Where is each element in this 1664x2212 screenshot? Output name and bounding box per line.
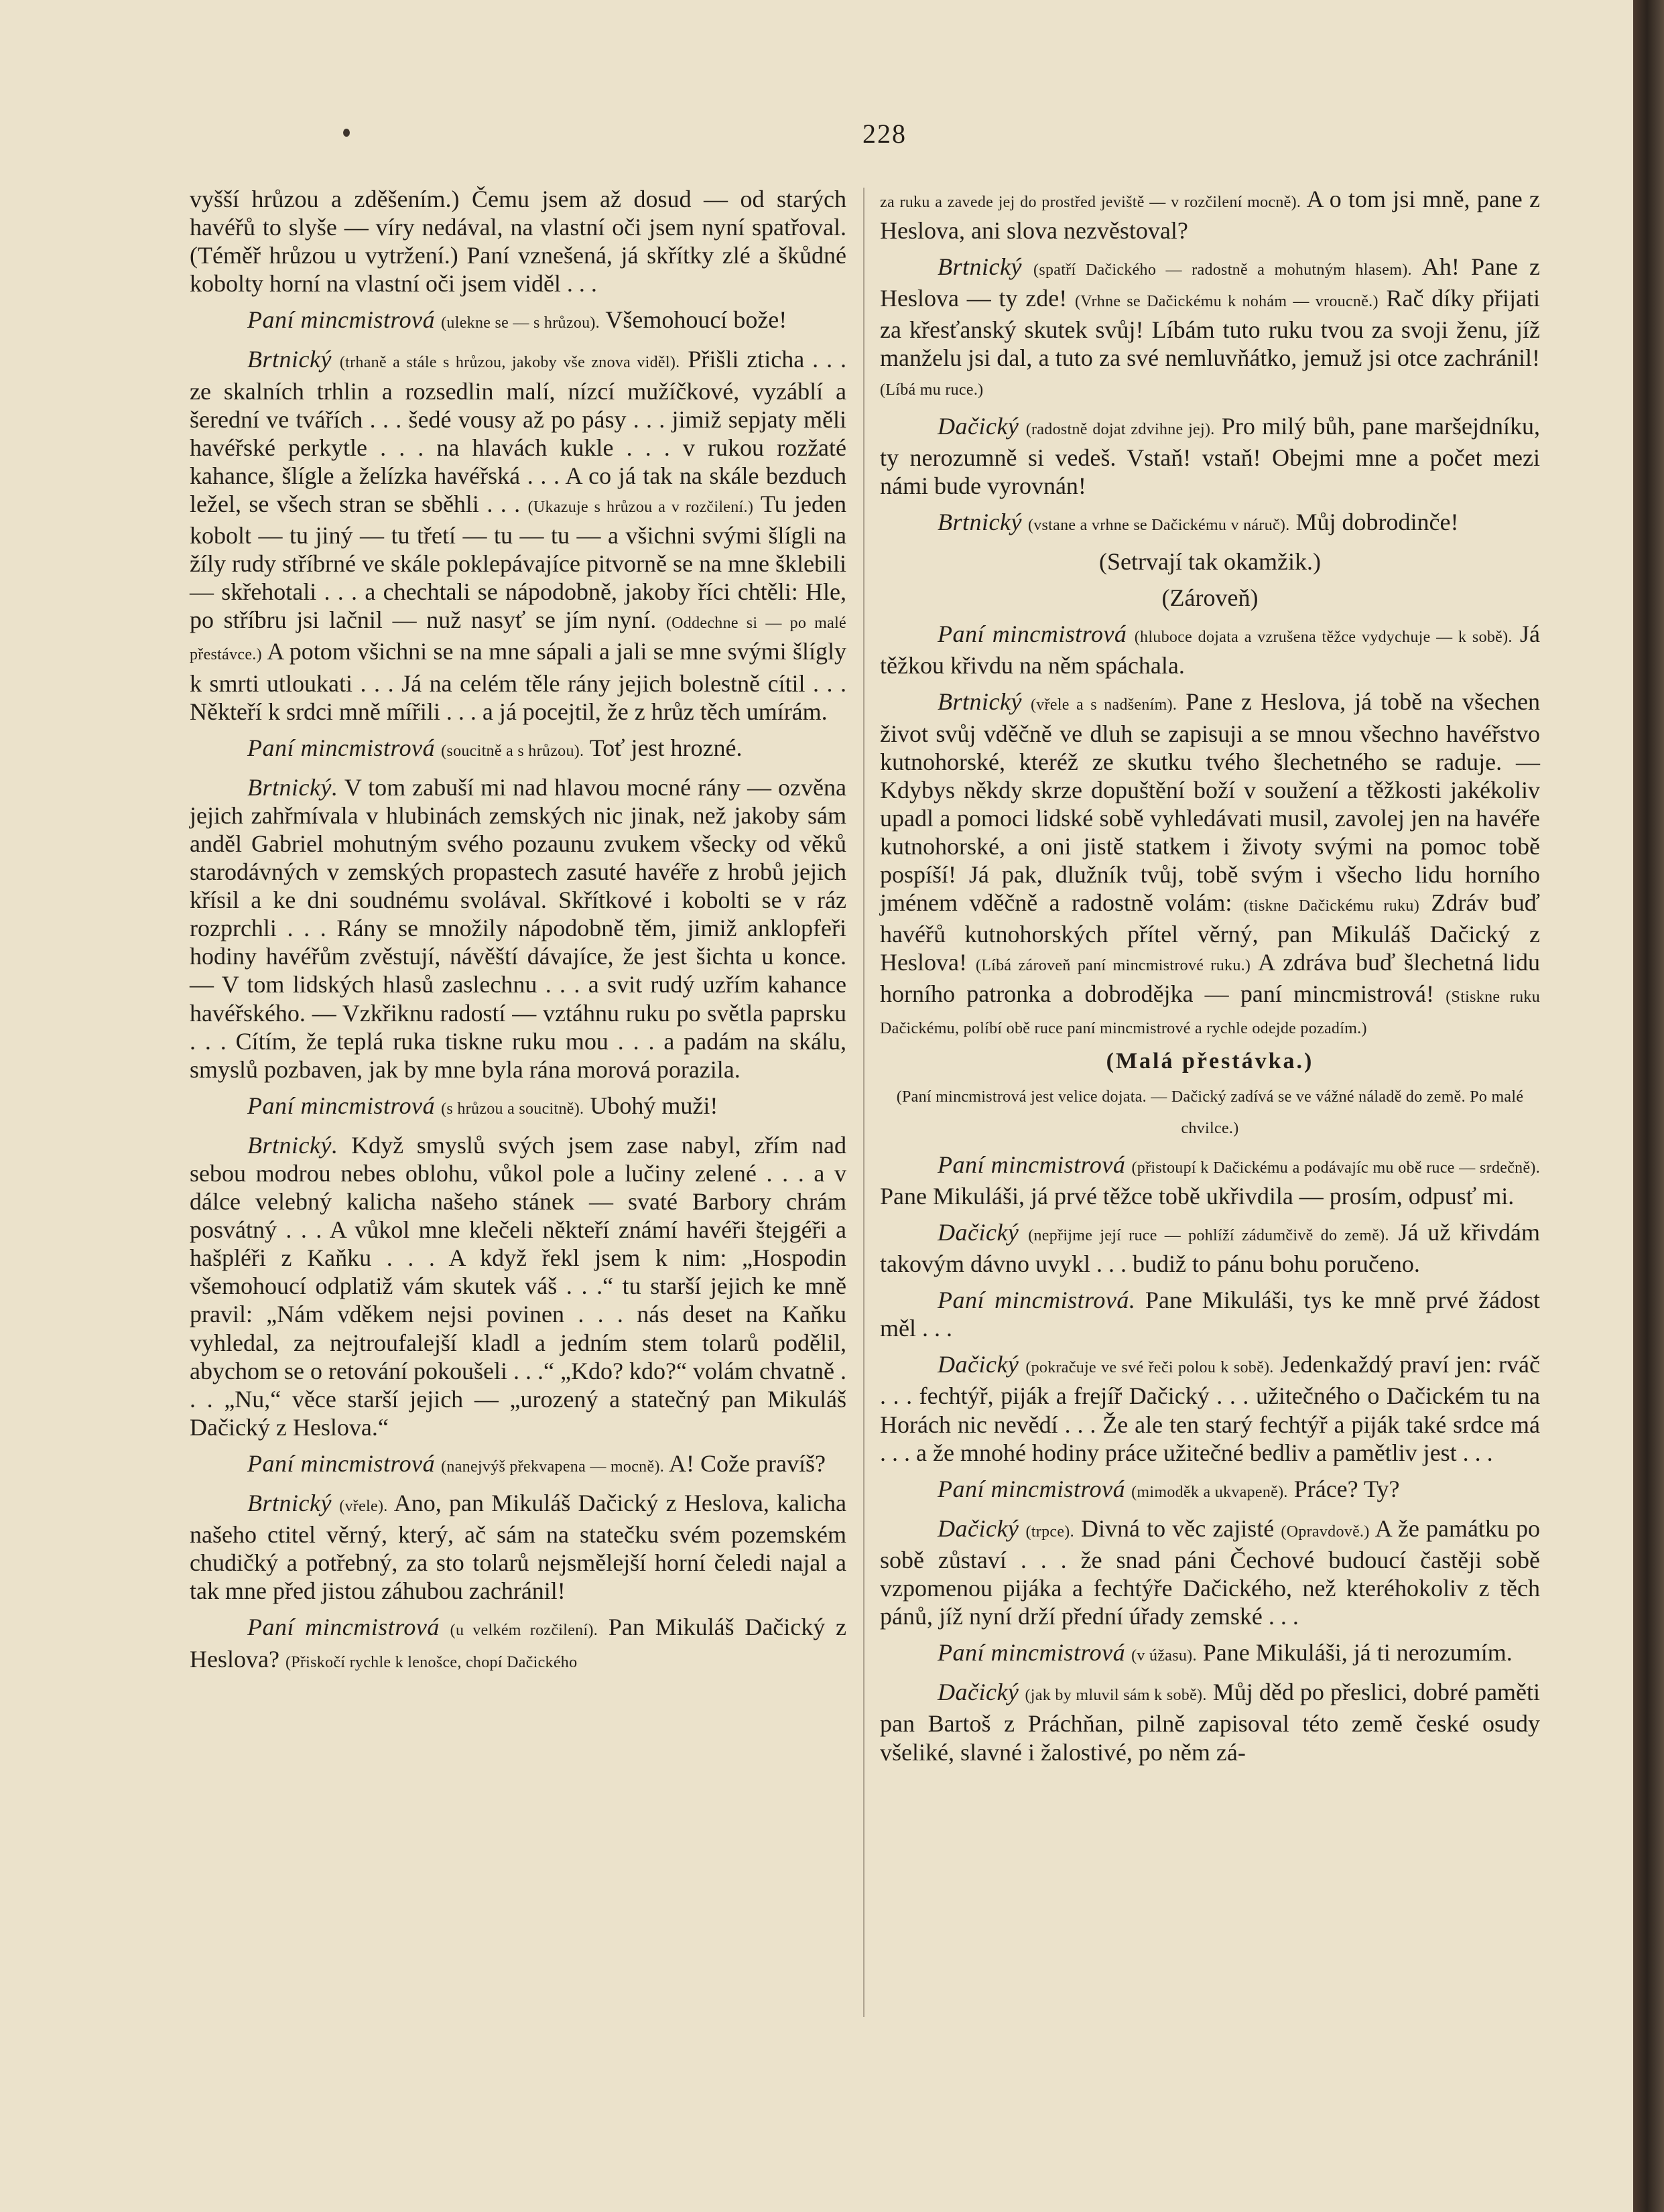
speech-text: vyšší hrůzou a zděšením.) Čemu jsem až dosud — od starých havéřů to slyše — víry nedával, na vlastní oči jsem nyní spatřoval. (Téměř hrůzou u vytržení.) Paní vznešená, já skřítky zlé a škůdné kobolty horní na vlastní oči jsem viděl . . . xyxy=(190,186,846,298)
speech-text: Pro milý bůh, pane maršejdníku, ty nerozumně si vedeš. Vstaň! vstaň! Obejmi mne a počet mezi námi bude vyrovnán! xyxy=(880,412,1541,499)
speech-text: A že památku po sobě zůstaví . . . že snad páni Čechové budoucí častěji sobě vzpomenou pijáka a fechtýře Dačického, než kteréhokoliv z těch pánů, jíž nyní drží přední úřady zemské . . . xyxy=(880,1514,1541,1630)
speech-continuation xyxy=(880,185,1540,245)
speech xyxy=(190,773,846,1084)
speech-text: Ah! Pane z Heslova — ty zde! xyxy=(880,253,1541,312)
speech xyxy=(190,345,846,725)
speech-text: Toť jest hrozné. xyxy=(589,734,743,761)
speech-text: Můj dobrodinče! xyxy=(1295,508,1459,535)
speaker-name: Paní mincmistrová xyxy=(247,1092,436,1119)
speech-text: Divná to věc zajisté xyxy=(1081,1514,1275,1542)
speaker-name: Dačický xyxy=(938,1219,1019,1246)
speech-text: Rač díky přijati za křesťanský skutek svůj! Líbám tuto ruku tvou za svoji ženu, jíž manželu jsi dal, a tuto za své nemluvňátko, jemuž jsi otce zachránil! xyxy=(880,285,1541,372)
stage-direction: (hluboce dojata a vzrušena těžce vydychuje — k sobě). xyxy=(1134,629,1513,647)
speech-text: A! Cože pravíš? xyxy=(669,1449,826,1477)
speech xyxy=(190,734,846,765)
stage-direction: (přistoupí k Dačickému a podávajíc mu obě ruce — srdečně). xyxy=(1131,1159,1541,1177)
stage-direction: (soucitně a s hrůzou). xyxy=(441,742,584,760)
speech xyxy=(880,412,1540,500)
speech-text: Já už křivdám takovým dávno uvykl . . . budiž to pánu bohu poručeno. xyxy=(880,1219,1541,1278)
speaker-name: Paní mincmistrová xyxy=(247,1449,436,1477)
stage-direction: (vřele). xyxy=(339,1498,388,1516)
stage-direction: (s hrůzou a soucitně). xyxy=(441,1100,584,1118)
stage-direction: (Paní mincmistrová jest velice dojata. — Dačický zadívá se ve vážné náladě do země. Po malé chvilce.) xyxy=(896,1088,1524,1137)
speaker-name: Brtnický xyxy=(938,253,1022,281)
stage-direction: (trpce). xyxy=(1025,1522,1074,1541)
speech xyxy=(880,508,1540,539)
speech xyxy=(190,1613,846,1676)
stage-direction: (jak by mluvil sám k sobě). xyxy=(1025,1687,1207,1705)
speaker-name: Brtnický xyxy=(938,688,1022,716)
speaker-name: Dačický xyxy=(938,1351,1019,1378)
stage-direction: (radostně dojat zdvihne jej). xyxy=(1025,420,1215,438)
speech xyxy=(880,1286,1540,1342)
speech-text: Pan Mikuláš Dačický z Heslova? xyxy=(190,1614,846,1673)
speech-text: Všemohoucí bože! xyxy=(605,306,787,334)
speech xyxy=(880,1475,1540,1506)
speech-text: Pane z Heslova, já tobě na všechen život svůj vděčně ve dluh se zapisuji a se mnou všechno havéřstvo kutnohorské, kteréž ze skutku tvého šlechetného se raduje. — Kdybys někdy skrze dopuštění boží v soužení a těžkosti jakékoliv upadl a pomoci lidské sobě vyhledávati musil, zavolej jen na havéře kutnohorské, a oni jistě statkem i životy svými na pomoc tobě pospíší! Já pak, dlužník tvůj, tobě svým i všecho lidu horního jménem vděčně a radostně volám: xyxy=(880,688,1540,917)
stage-direction: (Vrhne se Dačickému k nohám — vroucně.) xyxy=(1075,293,1379,311)
column-divider xyxy=(863,188,865,2017)
speech xyxy=(880,620,1540,679)
stage-direction: (v úžasu). xyxy=(1131,1647,1197,1665)
speech-text: Zdráv buď havéřů kutnohorských přítel věrný, pan Mikuláš Dačický z Heslova! xyxy=(880,889,1541,976)
page-number: 228 xyxy=(862,119,907,149)
speech-text: Práce? Ty? xyxy=(1293,1475,1400,1502)
speech-text: Pane Mikuláši, já ti nerozumím. xyxy=(1202,1639,1513,1667)
page-edge xyxy=(1633,0,1664,2212)
stray-mark xyxy=(343,129,350,137)
speech-text: Pane Mikuláši, já prvé těžce tobě ukřivdila — prosím, odpusť mi. xyxy=(880,1182,1515,1210)
section-heading: (Malá přestávka.) xyxy=(1106,1048,1314,1074)
speech xyxy=(880,1151,1540,1210)
left-column xyxy=(190,185,846,1677)
speaker-name: Brtnický xyxy=(247,346,332,373)
stage-direction: (Líbá mu ruce.) xyxy=(880,381,984,399)
speech-text: Pane Mikuláši, tys ke mně prvé žádost měl . . . xyxy=(880,1287,1541,1342)
speech xyxy=(880,1638,1540,1670)
stage-direction: za ruku a zavede jej do prostřed jeviště — v rozčilení mocně). xyxy=(880,194,1301,211)
stage-direction: (mimoděk a ukvapeně). xyxy=(1131,1483,1288,1501)
speaker-name: Paní mincmistrová xyxy=(247,306,436,334)
speaker-name: Paní mincmistrová xyxy=(938,1639,1126,1667)
stage-direction: (u velkém rozčilení). xyxy=(450,1622,598,1640)
speaker-name: Paní mincmistrová xyxy=(247,734,436,761)
speaker-name: Brtnický. xyxy=(247,773,338,801)
stage-direction: (tiskne Dačickému ruku) xyxy=(1243,897,1419,915)
stage-direction-block xyxy=(880,1080,1540,1143)
stage-direction-line: (Setrvají tak okamžik.) xyxy=(1099,548,1321,576)
speech-text: Já těžkou křivdu na něm spáchala. xyxy=(880,621,1541,679)
speech-text: Tu jeden kobolt — tu jiný — tu třetí — tu — tu — a všichni svými šlígli na žíly rudy stříbrné ve skále poklepávajíce pitvorně se na mne šklebili — skřehotali . . . a chechtali se nápodobně, jakoby říci chtěli: Hle, po stříbru jsi lačnil — nuž nasyť se jím nyní. xyxy=(190,490,846,634)
speaker-name: Brtnický xyxy=(247,1490,332,1517)
right-column xyxy=(880,185,1540,1766)
stage-direction: (pokračuje ve své řeči polou k sobě). xyxy=(1025,1359,1274,1377)
speech xyxy=(190,306,846,337)
speech-text: Můj děd po přeslici, dobré paměti pan Bartoš z Práchňan, pilně zapisoval této země české osudy všeliké, slavné i žalostivé, po něm zá- xyxy=(880,1679,1541,1766)
speech xyxy=(880,1514,1540,1630)
stage-direction: (vřele a s nadšením). xyxy=(1030,696,1177,714)
speech-text: Přišli zticha . . . ze skalních trhlin a rozsedlin malí, nízcí mužíčkové, vyzáblí a šerední ve tvářích . . . šedé vousy až po pásy . . . jimiž sepjaty měli havéřské perkytle . . . na hlavách kukle . . . v rukou rozžaté kahance, šlígle a želízka havéřská . . . A co já tak na skále bezduch ležel, se všech stran se sběhli . . . xyxy=(190,346,846,517)
speaker-name: Brtnický xyxy=(938,508,1022,535)
speech-text: Ubohý muži! xyxy=(590,1092,718,1119)
stage-direction-line: (Zároveň) xyxy=(1161,584,1259,612)
speech xyxy=(190,1489,846,1605)
stage-direction: (Opravdově.) xyxy=(1281,1522,1370,1541)
stage-direction: (trhaně a stále s hrůzou, jakoby vše znova viděl). xyxy=(339,354,680,372)
stage-direction: (nanejvýš překvapena — mocně). xyxy=(441,1457,665,1476)
speech-continuation xyxy=(190,185,846,298)
stage-direction: (Přiskočí rychle k lenošce, chopí Dačického xyxy=(285,1653,578,1671)
speech xyxy=(190,1449,846,1481)
stage-direction: (Stiskne ruku Dačickému, políbí obě ruce paní mincmistrové a rychle odejde pozadím.) xyxy=(880,988,1541,1038)
stage-direction: (spatří Dačického — radostně a mohutným hlasem). xyxy=(1033,261,1412,279)
speech xyxy=(880,1350,1540,1466)
speech-text: V tom zabuší mi nad hlavou mocné rány — ozvěna jejich zahřmívala v hlubinách zemských nic jinak, než jakoby sám anděl Gabriel mohutným svého pozaunu zvukem všecky od věků starodávných v zemských propastech zasuté havéře z hrobů jejich křísil a ke dni soudnému svolával. Skřítkové i kobolti se v ráz rozprchli . . . Rány se množily nápodobně těm, jimiž anklopfeři hodiny havéřům zvěstují, návěští dávajíce, že jest šichta u konce. — V tom lidských hlasů zaslechnu . . . a svit rudý uzřím kahance havéřského. — Vzkřiknu radostí — vztáhnu ruku po světla paprsku . . . Cítím, že teplá ruka tiskne ruku mou . . . a padám na skálu, smyslů pozbaven, jak by mne byla rána morová porazila. xyxy=(190,773,846,1083)
speaker-name: Dačický xyxy=(938,1514,1019,1542)
speaker-name: Dačický xyxy=(938,1679,1019,1706)
speech xyxy=(880,1218,1540,1278)
stage-direction: (vstane a vrhne se Dačickému v náruč). xyxy=(1027,516,1290,534)
speech-text: A potom všichni se na mne sápali a jali se mne svými šlígly k smrti utloukati . . . Já na celém těle rány jejich bolestně cítil . . . Někteří k srdci mně mířili . . . a já pocejtil, že z hrůz těch umírám. xyxy=(190,638,847,725)
speaker-name: Brtnický. xyxy=(247,1131,338,1159)
stage-direction: (Líbá zároveň paní mincmistrové ruku.) xyxy=(975,957,1251,975)
speech xyxy=(880,688,1540,1043)
speaker-name: Paní mincmistrová xyxy=(247,1614,440,1641)
speech xyxy=(880,1678,1540,1766)
speaker-name: Dačický xyxy=(938,412,1019,440)
speaker-name: Paní mincmistrová. xyxy=(938,1287,1136,1314)
speaker-name: Paní mincmistrová xyxy=(938,1151,1126,1178)
speech-text: Jedenkaždý praví jen: rváč . . . fechtýř, piják a frejíř Dačický . . . užitečného o Dačickém tu na Horách nic nevědí . . . Že ale ten starý fechtýř a piják také srdce má . . . a že mnohé hodiny práce užitečné bedliv a pamětliv jest . . . xyxy=(880,1351,1540,1466)
stage-direction: (Oddechne si — po malé přestávce.) xyxy=(190,614,847,664)
stage-direction: (ulekne se — s hrůzou). xyxy=(441,314,600,332)
speech-text: A zdráva buď šlechetná lidu horního patronka a dobrodějka — paní mincmistrová! xyxy=(880,949,1541,1008)
stage-direction: (Ukazuje s hrůzou a v rozčilení.) xyxy=(527,498,754,516)
speech-text: A o tom jsi mně, pane z Heslova, ani slova nezvěstoval? xyxy=(880,186,1541,245)
speech xyxy=(190,1092,846,1123)
stage-direction: (nepřijme její ruce — pohlíží zádumčivě do země). xyxy=(1028,1227,1389,1244)
speaker-name: Paní mincmistrová xyxy=(938,621,1127,648)
speech xyxy=(880,253,1540,403)
speech xyxy=(190,1131,846,1441)
speaker-name: Paní mincmistrová xyxy=(938,1475,1126,1502)
speech-text: Když smyslů svých jsem zase nabyl, zřím nad sebou modrou nebes oblohu, vůkol pole a lučiny zelené . . . a v dálce velebný kalicha našeho stánek — svaté Barbory chrám posvátný . . . A vůkol mne klečeli někteří známí havéři štejgéři a hašpléři z Kaňku . . . A když řekl jsem k nim: „Hospodin všemohoucí odplatiž vám skutek váš . . .“ tu starší jejich ke mně pravil: „Nám vděkem nejsi povinen . . . nás deset na Kaňku vyhledal, za nejtroufalejší kladl a jedním stem tolarů podělil, abychom se o retování pokoušeli . . .“ „Kdo? kdo?“ volám chvatně . . . „Nu,“ věce starší jejich — „urozený a statečný pan Mikuláš Dačický z Heslova.“ xyxy=(190,1131,847,1441)
speech-text: Ano, pan Mikuláš Dačický z Heslova, kalicha našeho ctitel věrný, který, ač sám na statečku svém pozemském chudičký a potřebný, za sto tolarů nejsmělejší horní čeledi najal a tak mne před jistou záhubou zachránil! xyxy=(190,1490,846,1605)
